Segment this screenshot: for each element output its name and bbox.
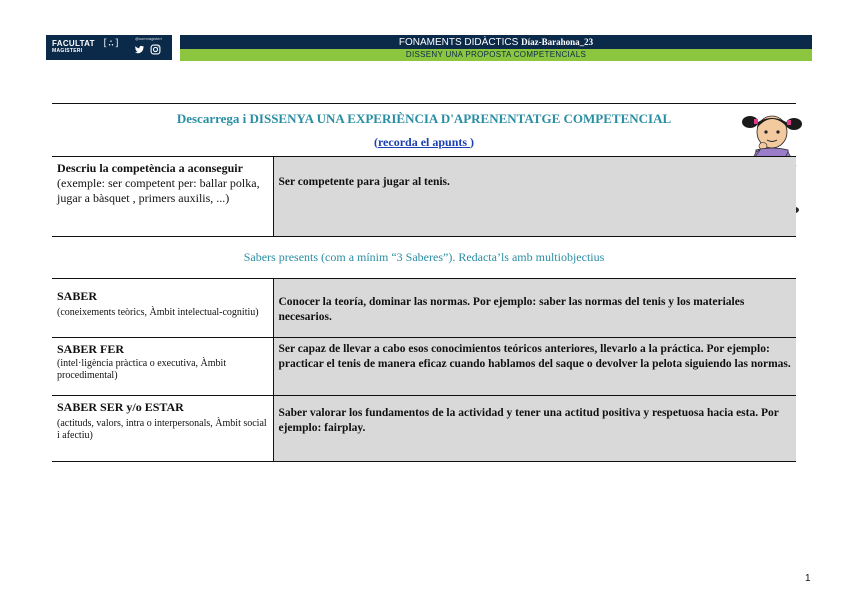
sabers-section-title: Sabers presents (com a mínim “3 Saberes”). Redacta’ls amb multiobjectius bbox=[243, 250, 605, 264]
twitter-icon[interactable] bbox=[134, 44, 145, 55]
saber-ser-label-cell bbox=[52, 396, 273, 462]
page-number: 1 bbox=[805, 573, 811, 584]
section-header-bar bbox=[180, 49, 812, 61]
saber-answer-cell[interactable] bbox=[273, 279, 796, 338]
saber-fer-answer: Ser capaz de llevar a cabo esos conocimientos teóricos anteriores, llevarlo a la práctica. Por ejemplo: practicar el tenis de manera eficaz cuando hablamos del saque o devolver la pelota siguiendo las normas. bbox=[278, 343, 791, 370]
competence-label bbox=[57, 161, 268, 206]
saber-row bbox=[52, 279, 796, 338]
saber-ser-row bbox=[52, 396, 796, 462]
competence-answer-cell[interactable] bbox=[273, 157, 796, 237]
saber-fer-desc: (intel·ligència pràctica o executiva, Àmbit procedimental) bbox=[57, 358, 227, 381]
faculty-logo bbox=[46, 35, 172, 60]
link-open-paren: ( bbox=[373, 135, 378, 149]
link-close-paren: ) bbox=[470, 135, 475, 149]
saber-label-cell bbox=[52, 279, 273, 338]
saber-fer-title: SABER FER bbox=[57, 342, 125, 356]
course-author: Díaz-Barahona_23 bbox=[521, 37, 594, 47]
logo-social-label: @somnagisteri bbox=[135, 36, 162, 41]
saber-fer-answer-cell[interactable] bbox=[273, 338, 796, 396]
competence-table bbox=[52, 156, 796, 237]
logo-mark: [∴] bbox=[102, 38, 121, 49]
competence-label-bold: Descriu la competència a aconseguir bbox=[57, 161, 243, 175]
saber-desc: (coneixements teòrics, Àmbit intelectual-cognitiu) bbox=[57, 307, 259, 318]
notes-link[interactable]: recorda el apunts bbox=[377, 135, 471, 149]
saber-ser-desc: (actituds, valors, intra o interpersonals, Àmbit social i afectiu) bbox=[57, 418, 267, 441]
saber-ser-title: SABER SER y/o ESTAR bbox=[57, 400, 184, 414]
competence-answer: Ser competente para jugar al tenis. bbox=[278, 176, 450, 188]
saber-ser-answer-cell[interactable] bbox=[273, 396, 796, 462]
top-rule bbox=[52, 103, 796, 104]
competence-label-rest: (exemple: ser competent per: ballar polka, jugar a bàsquet , primers auxilis, ...) bbox=[57, 176, 260, 205]
saber-answer: Conocer la teoría, dominar las normas. Por ejemplo: saber las normas del tenis y los materiales necesarios. bbox=[278, 296, 745, 323]
sabers-table bbox=[52, 278, 796, 462]
page-title: Descarrega i DISSENYA UNA EXPERIÈNCIA D'APRENENTATGE COMPETENCIAL bbox=[176, 111, 672, 126]
logo-line2: MAGISTERI bbox=[52, 48, 83, 54]
saber-ser-answer: Saber valorar los fundamentos de la actividad y tener una actitud positiva y respetuosa hacia esta. Por ejemplo: fairplay. bbox=[278, 407, 779, 434]
instagram-icon[interactable] bbox=[150, 44, 161, 55]
course-title: FONAMENTS DIDÀCTICS bbox=[398, 37, 519, 48]
logo-line1: FACULTAT bbox=[52, 39, 95, 48]
competence-row bbox=[52, 157, 796, 237]
section-title: DISSENY UNA PROPOSTA COMPETENCIALS bbox=[405, 50, 587, 59]
saber-fer-row bbox=[52, 338, 796, 396]
competence-label-cell bbox=[52, 157, 273, 237]
saber-title: SABER bbox=[57, 289, 98, 303]
notes-link-line bbox=[52, 135, 796, 150]
course-header-bar bbox=[180, 35, 812, 49]
saber-fer-label-cell bbox=[52, 338, 273, 396]
